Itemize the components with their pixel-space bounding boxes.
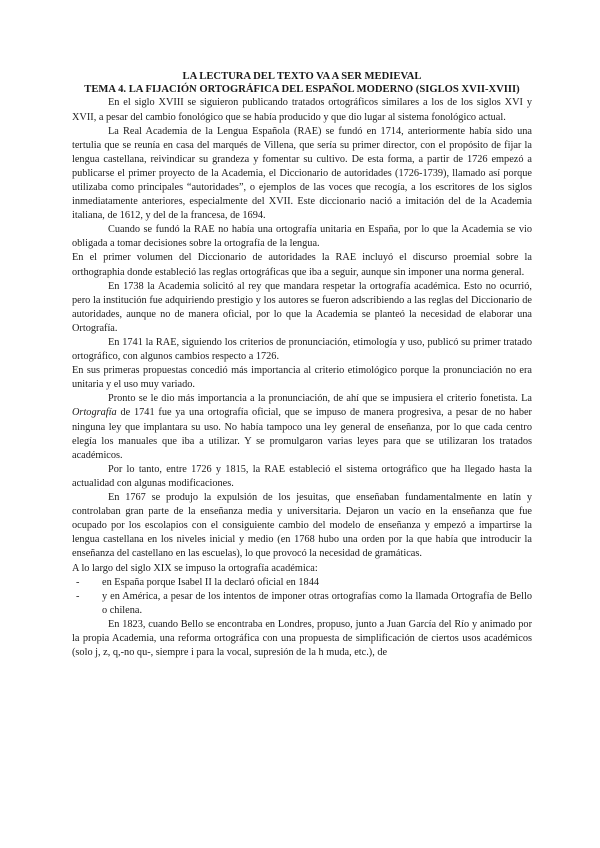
paragraph: En sus primeras propuestas concedió más importancia al criterio etimológico porque la pronunciación no era unitaria y el uso muy variado. — [72, 365, 532, 391]
italic-title: Ortografía — [72, 407, 117, 419]
list-item — [72, 576, 532, 590]
paragraph: En 1767 se produjo la expulsión de los jesuitas, que enseñaban fundamentalmente en latín y controlaban gran parte de la enseñanza media y universitaria. Dejaron un vacío en la enseñanza que fue ocupado por los escolapios con el consiguiente cambio del modelo de enseñanza y empezó a impartirse la lengua castellana en los niveles inicial y medio (en 1768 hubo una orden por la que había que introducir la enseñanza del castellano en las escuelas), lo que provocó la necesidad de gramáticas. — [72, 492, 532, 560]
paragraph: En 1823, cuando Bello se encontraba en Londres, propuso, junto a Juan García del Río y animado por la propia Academia, una reforma ortográfica con una propuesta de simplificación de ciertos usos académicos (solo j, z, q,-no qu-, siempre i para la vocal, supresión de la h muda, etc.), de — [72, 618, 532, 659]
document-subheading: TEMA 4. LA FIJACIÓN ORTOGRÁFICA DEL ESPAÑOL MODERNO (SIGLOS XVII-XVIII) — [84, 84, 520, 96]
bullet-list — [72, 576, 532, 618]
dash-bullet: - — [76, 590, 80, 602]
paragraph: En el primer volumen del Diccionario de autoridades la RAE incluyó el discurso proemial sobre la orthographia donde estableció las reglas ortográficas que iba a seguir, aunque sin imponer una norma general. — [72, 252, 532, 278]
list-item — [72, 590, 532, 618]
paragraph: La Real Academia de la Lengua Española (RAE) se fundó en 1714, anteriormente había sido una tertulia que se reunía en casa del marqués de Villena, que sería su primer director, con el propósito de fijar la lengua castellana, reivindicar su grandeza y fomentar su cultivo. De esta forma, a partir de 1726 empezó a publicarse el primer proyecto de la Academia, el Diccionario de autoridades (1726-1739), llamado así porque utilizaba como principales “autoridades”, o ejemplos de las voces que recogía, a los escritores de los siglos inmediatamente anteriores, especialmente del XVII. Este diccionario nació a imitación del de la Academia italiana, de 1612, y del de la francesa, de 1694. — [72, 125, 532, 222]
text-span: de 1741 fue ya una ortografía oficial, que se impuso de manera progresiva, a pesar de no haber ninguna ley que implantara su uso. No había tampoco una ley general de enseñanza, por lo que cada centro elegía los manuales que iba a utilizar. Y se promulgaron varias leyes para que se utilizaran los tratados académicos. — [72, 407, 532, 461]
paragraph: Cuando se fundó la RAE no había una ortografía unitaria en España, por lo que la Academia se vio obligada a tomar decisiones sobre la ortografía de la lengua. — [72, 224, 532, 250]
paragraph: En el siglo XVIII se siguieron publicando tratados ortográficos similares a los de los siglos XVI y XVII, a pesar del cambio fonológico que se había producido y que dio lugar al sistema fonológico actual. — [72, 97, 532, 123]
paragraph: Por lo tanto, entre 1726 y 1815, la RAE estableció el sistema ortográfico que ha llegado hasta la actualidad con algunas modificaciones. — [72, 463, 532, 489]
paragraph: A lo largo del siglo XIX se impuso la ortografía académica: — [72, 562, 318, 574]
dash-bullet: - — [76, 576, 80, 588]
text-span: Pronto se le dio más importancia a la pronunciación, de ahí que se impusiera el criterio fonetista. La — [108, 393, 532, 405]
paragraph: En 1741 la RAE, siguiendo los criterios de pronunciación, etimología y uso, publicó su primer tratado ortográfico, con algunos cambios respecto a 1726. — [72, 337, 532, 363]
list-item-text: en España porque Isabel II la declaró oficial en 1844 — [102, 576, 319, 588]
list-item-text: y en América, a pesar de los intentos de imponer otras ortografías como la llamada Ortografía de Bello o chilena. — [102, 590, 532, 616]
paragraph — [72, 392, 532, 462]
paragraph: En 1738 la Academia solicitó al rey que mandara respetar la ortografía académica. Esto no ocurrió, pero la institución fue adquiriendo prestigio y los autores se fueron adscribiendo a las reglas del Diccionario de autoridades, aunque no de manera oficial, por lo que la Academia se planteó la necesidad de elaborar una Ortografía. — [72, 280, 532, 334]
document-page — [72, 70, 532, 660]
document-heading: LA LECTURA DEL TEXTO VA A SER MEDIEVAL — [182, 71, 422, 82]
